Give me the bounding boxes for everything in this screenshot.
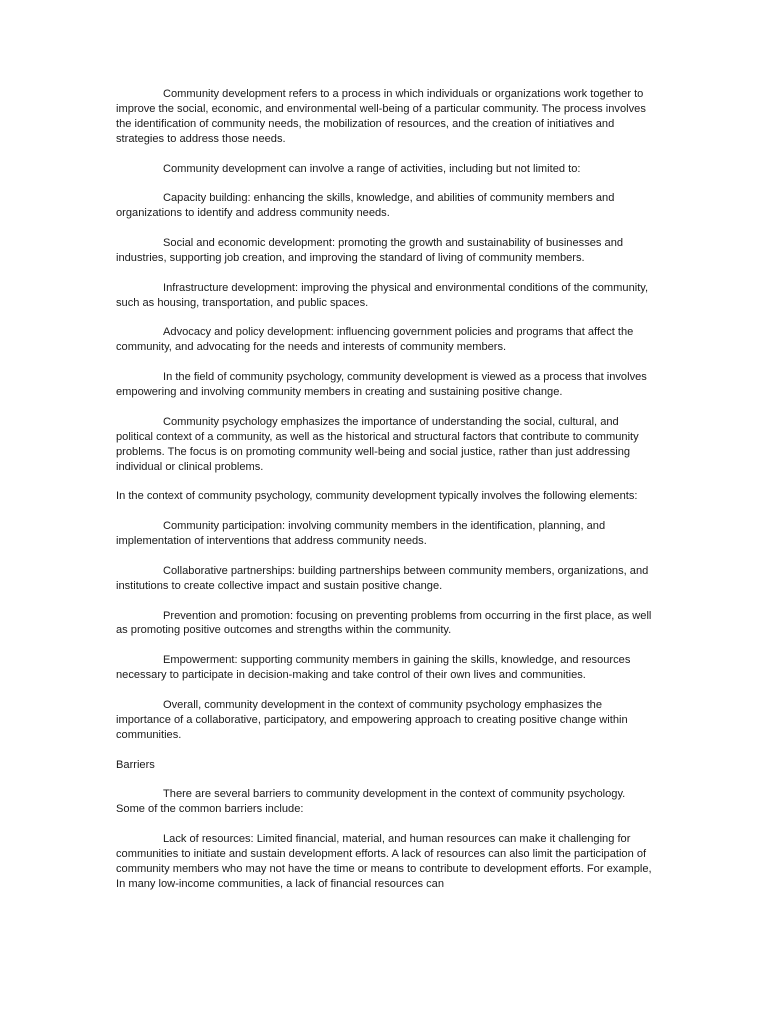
paragraph-overall: Overall, community development in the context of community psychology emphasizes the importance of a collaborative, participatory, and empowering approach to creating positive change within communities.	[116, 698, 628, 741]
paragraph-empowerment: Empowerment: supporting community members in gaining the skills, knowledge, and resources necessary to participate in decision-making and take control of their own lives and communities.	[116, 654, 631, 682]
paragraph-definition: Community development refers to a process in which individuals or organizations work together to improve the social, economic, and environmental well-being of a particular community. The process involves the identification of community needs, the mobilization of resources, and the creation of initiatives and strategies to address those needs.	[116, 88, 646, 145]
paragraph-community-psychology-emphasis: Community psychology emphasizes the importance of understanding the social, cultural, and political context of a community, as well as the historical and structural factors that contribute to community problems. The focus is on promoting community well-being and social justice, rather than just addressing individual or clinical problems.	[116, 415, 639, 473]
paragraph-activities-intro: Community development can involve a range of activities, including but not limited to:	[163, 162, 581, 175]
paragraph-participation: Community participation: involving community members in the identification, planning, and implementation of interventions that address community needs.	[116, 520, 606, 548]
section-heading-barriers: Barriers	[116, 758, 155, 771]
paragraph-elements-intro: In the context of community psychology, community development typically involves the following elements:	[116, 490, 638, 503]
paragraph-lack-of-resources: Lack of resources: Limited financial, material, and human resources can make it challenging for communities to initiate and sustain development efforts. A lack of resources can also limit the participation of community members who may not have the time or means to contribute to development efforts. For example, In many low-income communities, a lack of financial resources can	[116, 833, 652, 890]
paragraph-social-economic: Social and economic development: promoting the growth and sustainability of businesses and industries, supporting job creation, and improving the standard of living of community members.	[116, 237, 624, 264]
paragraph-partnerships: Collaborative partnerships: building partnerships between community members, organizations, and institutions to create collective impact and sustain positive change.	[116, 564, 649, 592]
paragraph-advocacy: Advocacy and policy development: influencing government policies and programs that affect the community, and advocating for the needs and interests of community members.	[116, 326, 634, 354]
paragraph-community-psychology-field: In the field of community psychology, community development is viewed as a process that involves empowering and involving community members in creating and sustaining positive change.	[116, 371, 647, 399]
paragraph-prevention: Prevention and promotion: focusing on preventing problems from occurring in the first place, as well as promoting positive outcomes and strengths within the community.	[116, 609, 652, 637]
document-page	[116, 87, 656, 907]
paragraph-barriers-intro: There are several barriers to community development in the context of community psychology. Some of the common barriers include:	[116, 788, 626, 816]
paragraph-infrastructure: Infrastructure development: improving the physical and environmental conditions of the community, such as housing, transportation, and public spaces.	[116, 281, 649, 309]
paragraph-capacity-building: Capacity building: enhancing the skills, knowledge, and abilities of community members and organizations to identify and address community needs.	[116, 192, 615, 220]
